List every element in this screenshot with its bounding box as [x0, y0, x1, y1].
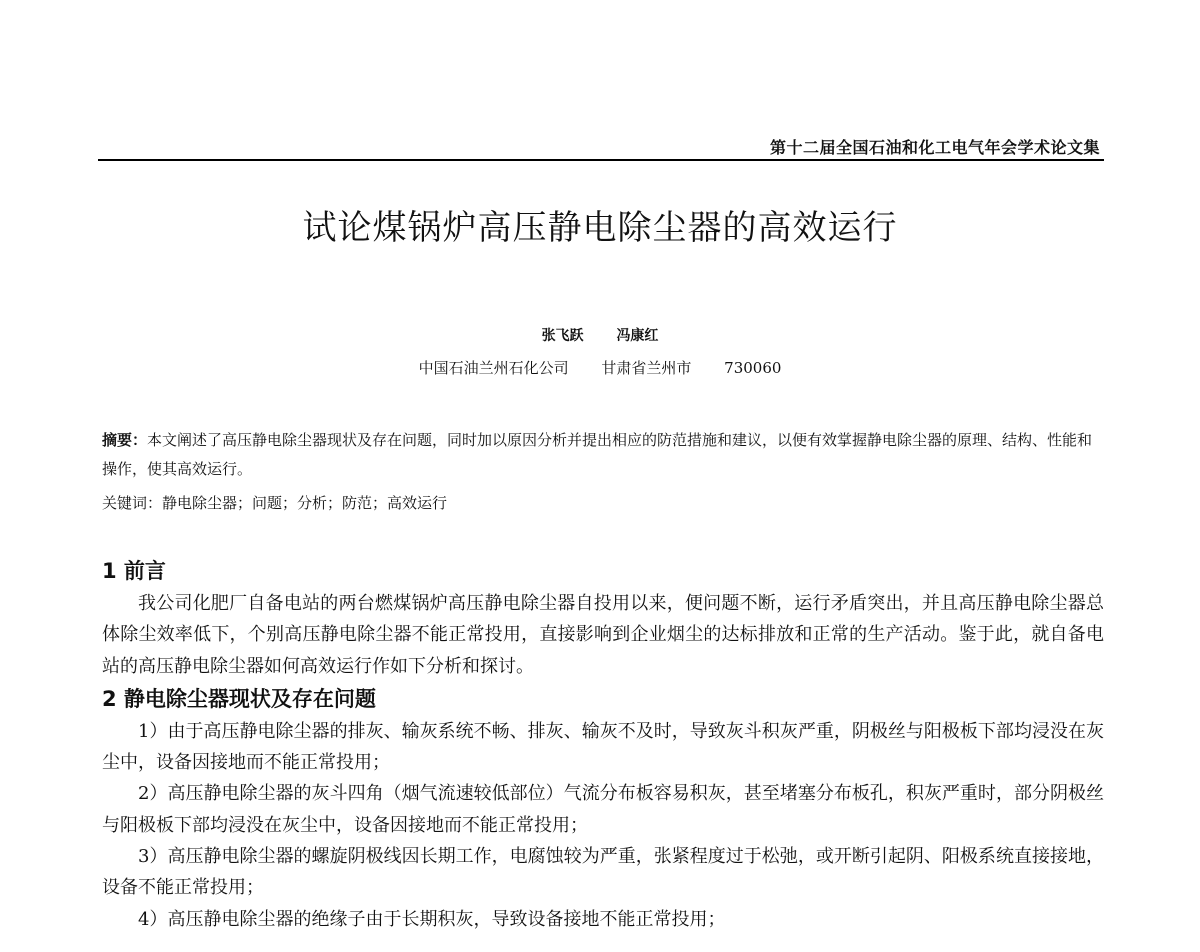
keywords-label: 关键词： — [102, 494, 163, 512]
running-header: 第十二届全国石油和化工电气年会学术论文集 — [769, 138, 1100, 157]
abstract — [102, 426, 1102, 484]
list-item: 2）高压静电除尘器的灰斗四角（烟气流速较低部位）气流分布板容易积灰，甚至堵塞分布板孔，积灰严重时，部分阴极丝与阳极板下部均浸没在灰尘中，设备因接地而不能正常投用； — [102, 783, 1104, 836]
abstract-text: 本文阐述了高压静电除尘器现状及存在问题，同时加以原因分析并提出相应的防范措施和建议，以便有效掌握静电除尘器的原理、结构、性能和操作，使其高效运行。 — [102, 431, 1093, 478]
abstract-label: 摘要： — [102, 431, 148, 449]
affiliation — [0, 357, 1200, 378]
list-item: 3）高压静电除尘器的螺旋阴极线因长期工作，电腐蚀较为严重，张紧程度过于松弛，或开断引起阴、阳极系统直接接地，设备不能正常投用； — [102, 846, 1104, 899]
list-item: 1）由于高压静电除尘器的排灰、输灰系统不畅、排灰、输灰不及时，导致灰斗积灰严重，阴极丝与阳极板下部均浸没在灰尘中，设备因接地而不能正常投用； — [102, 720, 1104, 774]
affiliation-location: 甘肃省兰州市 — [601, 359, 692, 377]
affiliation-postcode: 730060 — [724, 359, 782, 377]
body-text — [102, 554, 1104, 935]
section-heading: 2 静电除尘器现状及存在问题 — [102, 686, 376, 711]
list-item: 4）高压静电除尘器的绝缘子由于长期积灰，导致设备接地不能正常投用； — [138, 908, 726, 930]
keywords — [102, 492, 447, 513]
author-name: 张飞跃 — [541, 328, 584, 344]
paper-title: 试论煤锅炉高压静电除尘器的高效运行 — [302, 208, 898, 248]
affiliation-org: 中国石油兰州石化公司 — [418, 359, 569, 377]
section-heading: 1 前言 — [102, 559, 166, 583]
header-rule — [98, 159, 1104, 161]
author-list — [0, 325, 1200, 345]
keywords-text: 静电除尘器；问题；分析；防范；高效运行 — [162, 494, 448, 512]
author-name: 冯康红 — [616, 328, 659, 344]
paragraph: 我公司化肥厂自备电站的两台燃煤锅炉高压静电除尘器自投用以来，便问题不断，运行矛盾突出，并且高压静电除尘器总体除尘效率低下，个别高压静电除尘器不能正常投用，直接影响到企业烟尘的达标排放和正常的生产活动。鉴于此，就自备电站的高压静电除尘器如何高效运行作如下分析和探讨。 — [102, 593, 1104, 677]
